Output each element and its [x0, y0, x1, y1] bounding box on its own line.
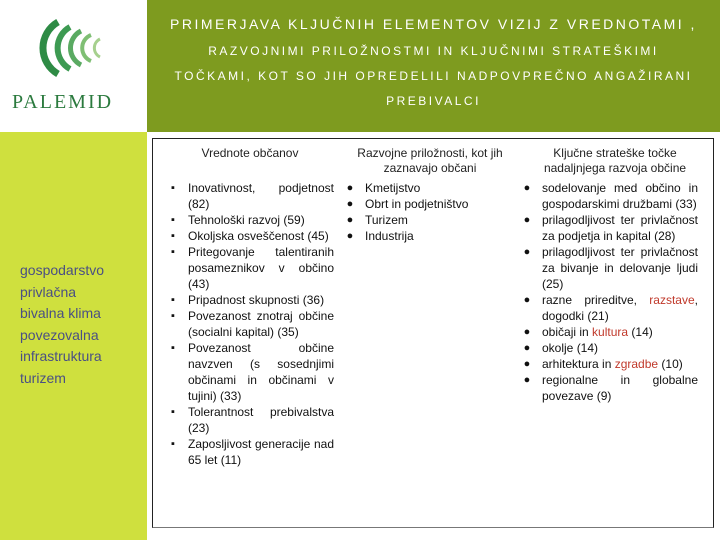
square-bullet-icon: ▪	[171, 230, 175, 242]
title-line-3: TOČKAMI, KOT SO JIH OPREDELILI NADPOVPREČNO ANGAŽIRANI	[174, 69, 693, 83]
dot-bullet-icon: ●	[346, 198, 354, 210]
column-header-text: zaznavajo občani	[383, 161, 477, 175]
list-item-text: Zaposljivost generacije nad 65 let (11)	[188, 437, 334, 467]
column-header-strategic	[520, 146, 710, 176]
list-item	[166, 308, 334, 340]
focus-area-item: privlačna	[20, 283, 77, 300]
list-item-text: Tolerantnost prebivalstva (23)	[188, 405, 334, 435]
list-item	[520, 212, 698, 244]
logo	[0, 0, 147, 132]
logo-text: PALEMID	[12, 91, 114, 113]
list-item-text: Okoljska osveščenost (45)	[188, 229, 329, 243]
list-item-text: regionalne in globalne povezave (9)	[542, 373, 698, 403]
list-item	[520, 340, 698, 356]
list-item-text: Povezanost občine navzven (s sosednjimi občinami in občinami v tujini) (33)	[188, 341, 334, 403]
highlight-text: kultura	[592, 325, 629, 339]
list-item	[166, 180, 334, 212]
dot-bullet-icon: ●	[523, 326, 531, 338]
list-item	[520, 356, 698, 372]
list-item	[520, 292, 698, 324]
title-line-4: PREBIVALCI	[386, 94, 481, 108]
list-item	[343, 212, 513, 228]
focus-area-item: gospodarstvo	[20, 262, 105, 278]
square-bullet-icon: ▪	[171, 438, 175, 450]
column-header-text: Ključne strateške točke	[553, 146, 677, 160]
column-header-text: nadaljnjega razvoja občine	[543, 161, 687, 175]
dot-bullet-icon: ●	[523, 246, 531, 258]
list-item	[343, 196, 513, 212]
list-item-text: Obrt in podjetništvo	[365, 197, 469, 211]
opportunities-list	[343, 180, 513, 244]
left-panel	[0, 132, 147, 540]
focus-area-list	[20, 260, 104, 389]
list-item	[166, 340, 334, 404]
list-item-text: Kmetijstvo	[365, 181, 421, 195]
list-item-text: Pripadnost skupnosti (36)	[188, 293, 325, 307]
list-item	[520, 324, 698, 340]
list-item	[343, 228, 513, 244]
square-bullet-icon: ▪	[171, 294, 175, 306]
list-item-text: Pritegovanje talentiranih posameznikov v občino (43)	[188, 245, 334, 291]
list-item-text: (10)	[658, 357, 683, 371]
list-item-text: Tehnološki razvoj (59)	[188, 213, 305, 227]
title-line-1: PRIMERJAVA KLJUČNIH ELEMENTOV VIZIJ Z VREDNOTAMI ,	[170, 16, 697, 32]
list-item-text: Povezanost znotraj občine (socialni kapital) (35)	[188, 309, 334, 339]
list-item	[166, 436, 334, 468]
header-band	[147, 0, 720, 132]
list-item-text: Industrija	[365, 229, 414, 243]
highlight-text: razstave	[649, 293, 695, 307]
dot-bullet-icon: ●	[523, 182, 531, 194]
list-item	[166, 292, 334, 308]
list-item-text: (14)	[628, 325, 653, 339]
column-header-opportunities	[340, 146, 520, 176]
dot-bullet-icon: ●	[523, 214, 531, 226]
column-header-text: Vrednote občanov	[201, 146, 299, 160]
list-item	[520, 180, 698, 212]
dot-bullet-icon: ●	[523, 342, 531, 354]
column-header-values	[160, 146, 340, 161]
values-list	[166, 180, 334, 468]
highlight-text: zgradbe	[614, 357, 659, 371]
list-item-text: arhitektura in	[542, 357, 615, 371]
dot-bullet-icon: ●	[346, 230, 354, 242]
title-line-2: RAZVOJNIMI PRILOŽNOSTMI IN KLJUČNIMI STRATEŠKIMI	[208, 44, 659, 58]
list-item-text: Inovativnost, podjetnost (82)	[188, 181, 334, 211]
list-item	[166, 244, 334, 292]
list-item-text: sodelovanje med občino in gospodarskimi družbami (33)	[542, 181, 698, 211]
list-item	[166, 212, 334, 228]
list-item-text: prilagodljivost ter privlačnost za bivanje in delovanje ljudi (25)	[542, 245, 698, 291]
square-bullet-icon: ▪	[171, 246, 175, 258]
square-bullet-icon: ▪	[171, 342, 175, 354]
square-bullet-icon: ▪	[171, 214, 175, 226]
list-item	[520, 372, 698, 404]
list-item	[520, 244, 698, 292]
column-header-text: Razvojne priložnosti, kot jih	[357, 146, 503, 160]
dot-bullet-icon: ●	[523, 374, 531, 386]
strategic-points-list	[520, 180, 698, 404]
list-item	[343, 180, 513, 196]
list-item-text: okolje (14)	[542, 341, 599, 355]
list-item	[166, 228, 334, 244]
focus-area-item: infrastruktura	[20, 348, 102, 364]
list-item-text: , dogodki (21)	[542, 293, 698, 323]
dot-bullet-icon: ●	[346, 182, 354, 194]
list-item-text: Turizem	[365, 213, 408, 227]
focus-area-item: turizem	[20, 369, 66, 386]
focus-area-item: povezovalna	[20, 326, 99, 343]
dot-bullet-icon: ●	[346, 214, 354, 226]
square-bullet-icon: ▪	[171, 406, 175, 418]
list-item	[166, 404, 334, 436]
dot-bullet-icon: ●	[523, 294, 531, 306]
focus-area-item: bivalna klima	[20, 305, 101, 321]
square-bullet-icon: ▪	[171, 182, 175, 194]
dot-bullet-icon: ●	[523, 358, 531, 370]
list-item-text: prilagodljivost ter privlačnost za podjetja in kapital (28)	[542, 213, 698, 243]
palemid-arcs-icon	[0, 0, 147, 90]
square-bullet-icon: ▪	[171, 310, 175, 322]
list-item-text: običaji in	[542, 325, 593, 339]
list-item-text: razne prireditve,	[542, 293, 650, 307]
